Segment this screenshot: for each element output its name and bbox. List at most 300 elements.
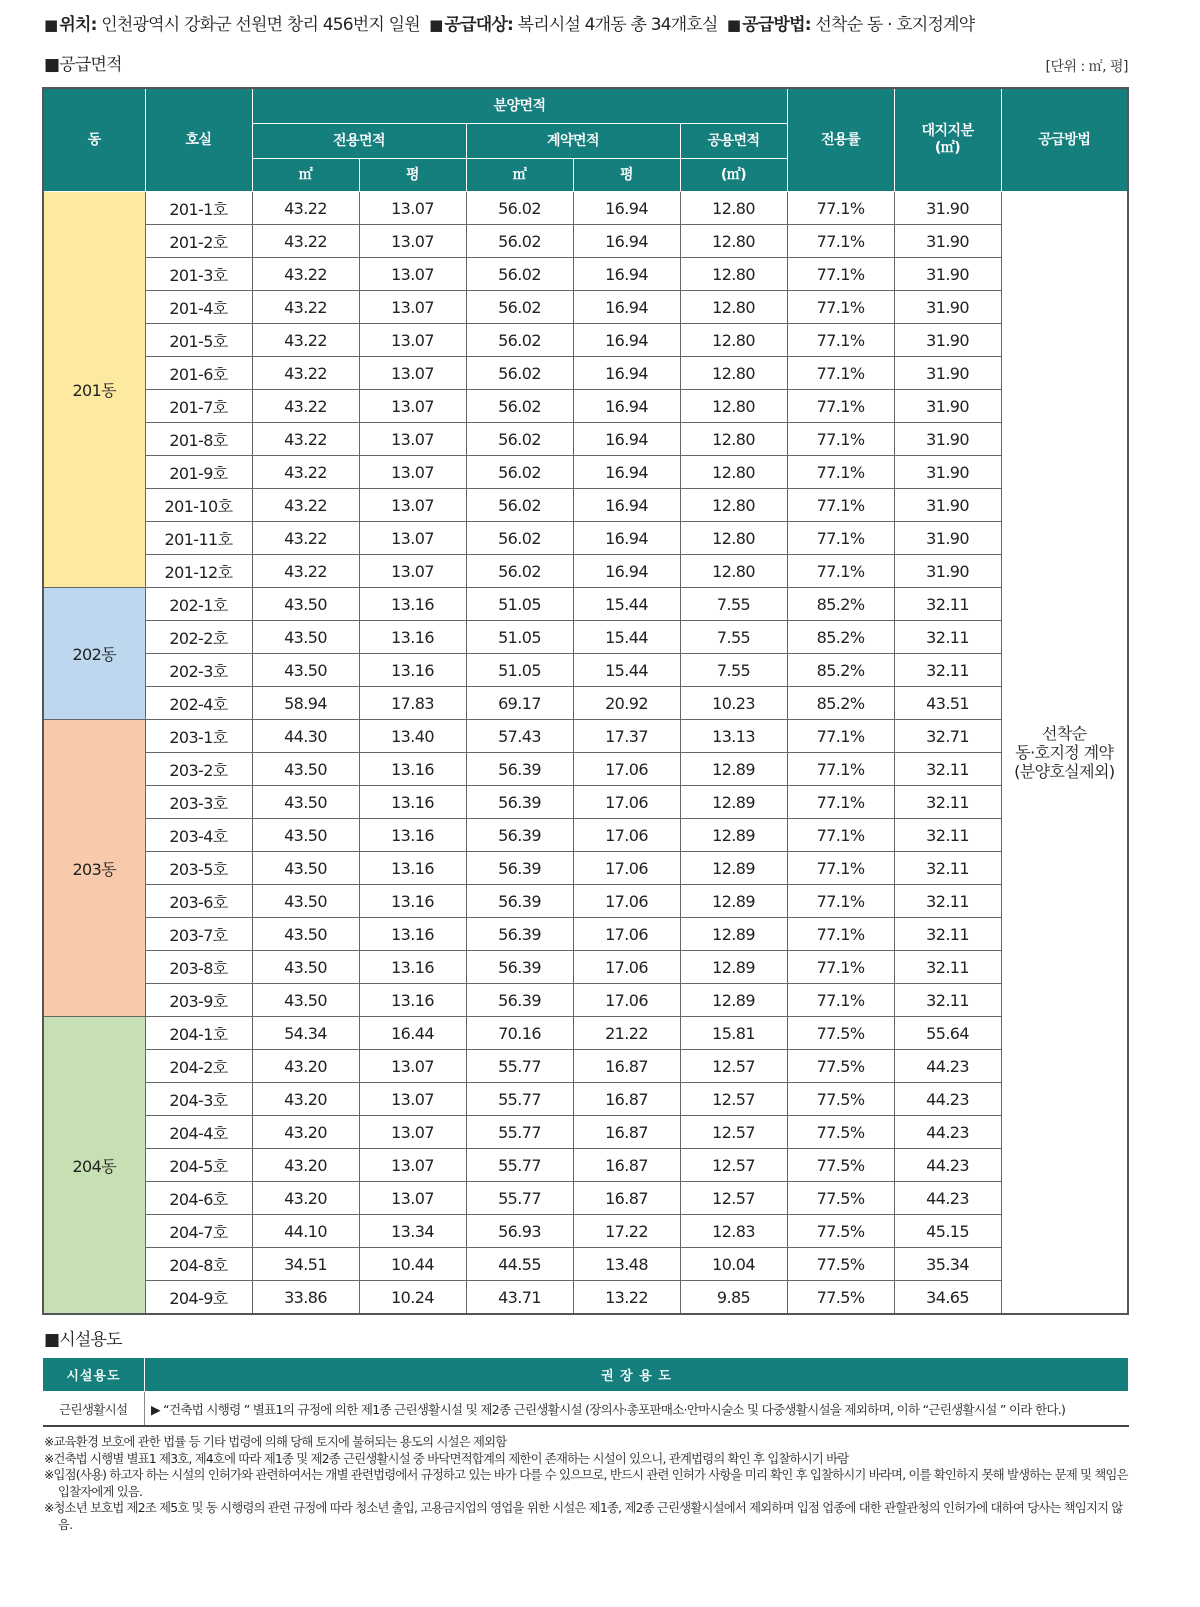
room-cell: 201-6호 bbox=[145, 357, 252, 390]
common-area-cell: 12.80 bbox=[680, 192, 787, 225]
exclusive-pyeong-cell: 13.16 bbox=[359, 918, 466, 951]
exclusive-sqm-cell: 43.20 bbox=[252, 1083, 359, 1116]
contract-sqm-cell: 55.77 bbox=[466, 1116, 573, 1149]
contract-sqm-cell: 56.02 bbox=[466, 390, 573, 423]
header-room: 호실 bbox=[145, 88, 252, 192]
contract-sqm-cell: 57.43 bbox=[466, 720, 573, 753]
land-share-cell: 31.90 bbox=[894, 291, 1001, 324]
table-row bbox=[43, 786, 1128, 819]
contract-sqm-cell: 56.02 bbox=[466, 357, 573, 390]
room-cell: 203-1호 bbox=[145, 720, 252, 753]
exclusive-pyeong-cell: 13.07 bbox=[359, 1149, 466, 1182]
common-area-cell: 12.80 bbox=[680, 456, 787, 489]
common-area-cell: 12.80 bbox=[680, 258, 787, 291]
table-row bbox=[43, 1017, 1128, 1050]
header-unit-common: (㎡) bbox=[680, 159, 787, 192]
contract-sqm-cell: 70.16 bbox=[466, 1017, 573, 1050]
room-cell: 204-8호 bbox=[145, 1248, 252, 1281]
exclusive-sqm-cell: 43.22 bbox=[252, 423, 359, 456]
contract-pyeong-cell: 15.44 bbox=[573, 654, 680, 687]
land-share-cell: 43.51 bbox=[894, 687, 1001, 720]
exclusive-sqm-cell: 43.22 bbox=[252, 357, 359, 390]
supply-area-table bbox=[42, 87, 1129, 1315]
exclusive-pyeong-cell: 13.07 bbox=[359, 225, 466, 258]
room-cell: 204-6호 bbox=[145, 1182, 252, 1215]
table-row bbox=[43, 1116, 1128, 1149]
contract-sqm-cell: 69.17 bbox=[466, 687, 573, 720]
common-area-cell: 10.04 bbox=[680, 1248, 787, 1281]
exclusive-rate-cell: 85.2% bbox=[787, 654, 894, 687]
contract-pyeong-cell: 17.06 bbox=[573, 918, 680, 951]
common-area-cell: 12.89 bbox=[680, 885, 787, 918]
contract-pyeong-cell: 16.87 bbox=[573, 1149, 680, 1182]
exclusive-pyeong-cell: 13.16 bbox=[359, 852, 466, 885]
exclusive-pyeong-cell: 13.16 bbox=[359, 984, 466, 1017]
exclusive-pyeong-cell: 13.07 bbox=[359, 555, 466, 588]
table-row bbox=[43, 621, 1128, 654]
square-bullet: ■ bbox=[726, 16, 741, 34]
exclusive-sqm-cell: 43.20 bbox=[252, 1182, 359, 1215]
common-area-cell: 12.83 bbox=[680, 1215, 787, 1248]
table-row bbox=[43, 225, 1128, 258]
land-share-cell: 32.11 bbox=[894, 852, 1001, 885]
exclusive-rate-cell: 77.1% bbox=[787, 225, 894, 258]
common-area-cell: 12.57 bbox=[680, 1182, 787, 1215]
exclusive-pyeong-cell: 13.07 bbox=[359, 489, 466, 522]
contract-pyeong-cell: 16.94 bbox=[573, 390, 680, 423]
common-area-cell: 12.89 bbox=[680, 951, 787, 984]
header-sale-area: 분양면적 bbox=[252, 88, 787, 124]
table-row bbox=[43, 1248, 1128, 1281]
exclusive-rate-cell: 77.1% bbox=[787, 819, 894, 852]
contract-sqm-cell: 56.39 bbox=[466, 753, 573, 786]
exclusive-sqm-cell: 43.22 bbox=[252, 291, 359, 324]
room-cell: 202-3호 bbox=[145, 654, 252, 687]
contract-pyeong-cell: 16.94 bbox=[573, 357, 680, 390]
header-facility-use: 시설용도 bbox=[43, 1358, 145, 1392]
contract-sqm-cell: 51.05 bbox=[466, 588, 573, 621]
land-share-cell: 31.90 bbox=[894, 423, 1001, 456]
contract-pyeong-cell: 15.44 bbox=[573, 621, 680, 654]
contract-sqm-cell: 56.02 bbox=[466, 555, 573, 588]
land-share-cell: 32.11 bbox=[894, 786, 1001, 819]
common-area-cell: 12.89 bbox=[680, 786, 787, 819]
contract-pyeong-cell: 17.06 bbox=[573, 951, 680, 984]
exclusive-sqm-cell: 43.22 bbox=[252, 324, 359, 357]
common-area-cell: 12.57 bbox=[680, 1050, 787, 1083]
room-cell: 201-12호 bbox=[145, 555, 252, 588]
header-recommended-use: 권 장 용 도 bbox=[145, 1358, 1129, 1392]
exclusive-pyeong-cell: 13.16 bbox=[359, 786, 466, 819]
contract-sqm-cell: 56.39 bbox=[466, 852, 573, 885]
exclusive-rate-cell: 77.1% bbox=[787, 291, 894, 324]
land-share-cell: 44.23 bbox=[894, 1050, 1001, 1083]
exclusive-sqm-cell: 43.22 bbox=[252, 555, 359, 588]
land-share-cell: 32.11 bbox=[894, 588, 1001, 621]
room-cell: 203-8호 bbox=[145, 951, 252, 984]
room-cell: 202-4호 bbox=[145, 687, 252, 720]
table-row bbox=[43, 555, 1128, 588]
supply-method-text: (분양호실제외) bbox=[1014, 762, 1115, 781]
table-row bbox=[43, 852, 1128, 885]
table-row bbox=[43, 984, 1128, 1017]
exclusive-pyeong-cell: 13.07 bbox=[359, 192, 466, 225]
contract-sqm-cell: 56.02 bbox=[466, 489, 573, 522]
table-row bbox=[43, 753, 1128, 786]
table-row bbox=[43, 1281, 1128, 1315]
supply-area-body bbox=[43, 192, 1128, 1315]
exclusive-rate-cell: 77.1% bbox=[787, 489, 894, 522]
table-row bbox=[43, 258, 1128, 291]
header-land-share-label: 대지지분 bbox=[921, 123, 974, 139]
exclusive-rate-cell: 77.1% bbox=[787, 918, 894, 951]
table-row bbox=[43, 1149, 1128, 1182]
exclusive-pyeong-cell: 13.07 bbox=[359, 522, 466, 555]
table-row bbox=[43, 456, 1128, 489]
exclusive-sqm-cell: 43.50 bbox=[252, 852, 359, 885]
room-cell: 203-3호 bbox=[145, 786, 252, 819]
exclusive-rate-cell: 77.1% bbox=[787, 885, 894, 918]
contract-pyeong-cell: 13.48 bbox=[573, 1248, 680, 1281]
exclusive-pyeong-cell: 10.44 bbox=[359, 1248, 466, 1281]
exclusive-sqm-cell: 34.51 bbox=[252, 1248, 359, 1281]
exclusive-rate-cell: 77.1% bbox=[787, 852, 894, 885]
table-row bbox=[43, 291, 1128, 324]
land-share-cell: 44.23 bbox=[894, 1149, 1001, 1182]
header-dong: 동 bbox=[43, 88, 145, 192]
exclusive-pyeong-cell: 13.07 bbox=[359, 390, 466, 423]
header-exclusive-rate: 전용률 bbox=[787, 88, 894, 192]
contract-pyeong-cell: 16.94 bbox=[573, 225, 680, 258]
exclusive-sqm-cell: 43.20 bbox=[252, 1050, 359, 1083]
exclusive-pyeong-cell: 13.07 bbox=[359, 324, 466, 357]
method-label: 공급방법: bbox=[742, 15, 811, 35]
exclusive-rate-cell: 77.1% bbox=[787, 192, 894, 225]
common-area-cell: 12.80 bbox=[680, 324, 787, 357]
exclusive-sqm-cell: 43.50 bbox=[252, 984, 359, 1017]
land-share-cell: 32.11 bbox=[894, 753, 1001, 786]
location-label: 위치: bbox=[59, 15, 97, 35]
room-cell: 201-4호 bbox=[145, 291, 252, 324]
contract-sqm-cell: 56.02 bbox=[466, 258, 573, 291]
land-share-cell: 31.90 bbox=[894, 522, 1001, 555]
contract-sqm-cell: 51.05 bbox=[466, 654, 573, 687]
common-area-cell: 12.57 bbox=[680, 1116, 787, 1149]
exclusive-rate-cell: 77.5% bbox=[787, 1149, 894, 1182]
contract-sqm-cell: 56.02 bbox=[466, 456, 573, 489]
exclusive-pyeong-cell: 13.07 bbox=[359, 423, 466, 456]
exclusive-pyeong-cell: 13.07 bbox=[359, 1083, 466, 1116]
room-cell: 201-8호 bbox=[145, 423, 252, 456]
room-cell: 203-4호 bbox=[145, 819, 252, 852]
target-label: 공급대상: bbox=[444, 15, 513, 35]
table-row bbox=[43, 357, 1128, 390]
exclusive-sqm-cell: 43.20 bbox=[252, 1116, 359, 1149]
common-area-cell: 12.80 bbox=[680, 522, 787, 555]
header-exclusive-area: 전용면적 bbox=[252, 124, 466, 159]
exclusive-sqm-cell: 43.50 bbox=[252, 753, 359, 786]
exclusive-sqm-cell: 44.30 bbox=[252, 720, 359, 753]
land-share-cell: 32.11 bbox=[894, 984, 1001, 1017]
common-area-cell: 12.80 bbox=[680, 489, 787, 522]
room-cell: 204-1호 bbox=[145, 1017, 252, 1050]
exclusive-rate-cell: 77.1% bbox=[787, 555, 894, 588]
room-cell: 201-9호 bbox=[145, 456, 252, 489]
contract-pyeong-cell: 13.22 bbox=[573, 1281, 680, 1315]
contract-pyeong-cell: 21.22 bbox=[573, 1017, 680, 1050]
common-area-cell: 12.80 bbox=[680, 357, 787, 390]
land-share-cell: 31.90 bbox=[894, 456, 1001, 489]
common-area-cell: 12.80 bbox=[680, 390, 787, 423]
contract-pyeong-cell: 16.94 bbox=[573, 258, 680, 291]
header-unit-sqm: ㎡ bbox=[466, 159, 573, 192]
exclusive-pyeong-cell: 13.07 bbox=[359, 1050, 466, 1083]
contract-sqm-cell: 44.55 bbox=[466, 1248, 573, 1281]
table-row bbox=[43, 918, 1128, 951]
exclusive-sqm-cell: 43.50 bbox=[252, 951, 359, 984]
exclusive-rate-cell: 77.1% bbox=[787, 324, 894, 357]
facility-use-label: 근린생활시설 bbox=[43, 1392, 145, 1427]
contract-sqm-cell: 56.93 bbox=[466, 1215, 573, 1248]
room-cell: 204-3호 bbox=[145, 1083, 252, 1116]
common-area-cell: 12.89 bbox=[680, 984, 787, 1017]
note-item: ※청소년 보호법 제2조 제5호 및 동 시행령의 관련 규정에 따라 청소년 출입, 고용금지업의 영업을 위한 시설은 제1종, 제2종 근린생활시설에서 제외하며 입점 업종에 대한 관할관청의 인허가에 대하여 당사는 책임지지 않음. bbox=[44, 1501, 1123, 1532]
room-cell: 201-2호 bbox=[145, 225, 252, 258]
facility-use-table bbox=[42, 1357, 1129, 1427]
exclusive-pyeong-cell: 13.16 bbox=[359, 588, 466, 621]
contract-pyeong-cell: 17.06 bbox=[573, 852, 680, 885]
contract-pyeong-cell: 17.06 bbox=[573, 984, 680, 1017]
land-share-cell: 31.90 bbox=[894, 258, 1001, 291]
exclusive-sqm-cell: 44.10 bbox=[252, 1215, 359, 1248]
exclusive-sqm-cell: 43.50 bbox=[252, 786, 359, 819]
note-item: ※건축법 시행별 별표1 제3호, 제4호에 따라 제1종 및 제2종 근린생활시설 중 바닥면적합계의 제한이 존재하는 시설이 있으니, 관계법령의 확인 후 입찰하시기 바람 bbox=[44, 1451, 849, 1466]
room-cell: 201-11호 bbox=[145, 522, 252, 555]
exclusive-sqm-cell: 43.50 bbox=[252, 621, 359, 654]
contract-sqm-cell: 56.39 bbox=[466, 918, 573, 951]
common-area-cell: 12.80 bbox=[680, 225, 787, 258]
room-cell: 201-7호 bbox=[145, 390, 252, 423]
exclusive-pyeong-cell: 13.34 bbox=[359, 1215, 466, 1248]
room-cell: 203-2호 bbox=[145, 753, 252, 786]
contract-pyeong-cell: 16.94 bbox=[573, 522, 680, 555]
contract-pyeong-cell: 17.06 bbox=[573, 753, 680, 786]
exclusive-rate-cell: 77.1% bbox=[787, 423, 894, 456]
exclusive-rate-cell: 77.1% bbox=[787, 951, 894, 984]
header-contract-area: 계약면적 bbox=[466, 124, 680, 159]
common-area-cell: 12.57 bbox=[680, 1083, 787, 1116]
common-area-cell: 10.23 bbox=[680, 687, 787, 720]
dong-cell: 202동 bbox=[43, 588, 145, 720]
exclusive-sqm-cell: 43.50 bbox=[252, 654, 359, 687]
common-area-cell: 7.55 bbox=[680, 654, 787, 687]
land-share-cell: 31.90 bbox=[894, 192, 1001, 225]
table-row bbox=[43, 390, 1128, 423]
land-share-cell: 31.90 bbox=[894, 357, 1001, 390]
contract-pyeong-cell: 16.87 bbox=[573, 1182, 680, 1215]
contract-pyeong-cell: 16.87 bbox=[573, 1050, 680, 1083]
room-cell: 202-1호 bbox=[145, 588, 252, 621]
exclusive-pyeong-cell: 13.16 bbox=[359, 753, 466, 786]
room-cell: 204-9호 bbox=[145, 1281, 252, 1315]
contract-pyeong-cell: 17.22 bbox=[573, 1215, 680, 1248]
table-row bbox=[43, 1182, 1128, 1215]
contract-sqm-cell: 55.77 bbox=[466, 1182, 573, 1215]
land-share-cell: 31.90 bbox=[894, 225, 1001, 258]
common-area-cell: 9.85 bbox=[680, 1281, 787, 1315]
room-cell: 203-5호 bbox=[145, 852, 252, 885]
dong-cell: 204동 bbox=[43, 1017, 145, 1315]
exclusive-rate-cell: 77.1% bbox=[787, 390, 894, 423]
facility-use-description: ▶ “건축법 시행령 ” 별표1의 규정에 의한 제1종 근린생활시설 및 제2종 근린생활시설 (장의사·총포판매소·안마시술소 및 다중생활시설을 제외하며, 이하 “근린생활시설 ” 이라 한다.) bbox=[145, 1392, 1129, 1427]
exclusive-sqm-cell: 43.22 bbox=[252, 258, 359, 291]
land-share-cell: 32.11 bbox=[894, 819, 1001, 852]
exclusive-pyeong-cell: 13.16 bbox=[359, 951, 466, 984]
room-cell: 204-7호 bbox=[145, 1215, 252, 1248]
common-area-cell: 12.89 bbox=[680, 852, 787, 885]
room-cell: 201-10호 bbox=[145, 489, 252, 522]
common-area-cell: 13.13 bbox=[680, 720, 787, 753]
exclusive-pyeong-cell: 13.07 bbox=[359, 291, 466, 324]
contract-pyeong-cell: 16.87 bbox=[573, 1083, 680, 1116]
exclusive-sqm-cell: 43.22 bbox=[252, 456, 359, 489]
unit-note: [단위 : ㎡, 평] bbox=[1045, 59, 1128, 75]
table-row bbox=[43, 423, 1128, 456]
exclusive-sqm-cell: 43.50 bbox=[252, 819, 359, 852]
exclusive-pyeong-cell: 13.16 bbox=[359, 621, 466, 654]
exclusive-sqm-cell: 43.20 bbox=[252, 1149, 359, 1182]
land-share-cell: 34.65 bbox=[894, 1281, 1001, 1315]
land-share-cell: 32.11 bbox=[894, 951, 1001, 984]
common-area-cell: 12.80 bbox=[680, 423, 787, 456]
exclusive-sqm-cell: 54.34 bbox=[252, 1017, 359, 1050]
land-share-cell: 32.71 bbox=[894, 720, 1001, 753]
header-unit-sqm: ㎡ bbox=[252, 159, 359, 192]
table-row bbox=[43, 1215, 1128, 1248]
supply-method-text: 선착순 bbox=[1042, 724, 1087, 743]
exclusive-rate-cell: 77.5% bbox=[787, 1215, 894, 1248]
contract-sqm-cell: 56.02 bbox=[466, 522, 573, 555]
contract-pyeong-cell: 16.94 bbox=[573, 456, 680, 489]
header-supply-method: 공급방법 bbox=[1001, 88, 1128, 192]
land-share-cell: 32.11 bbox=[894, 918, 1001, 951]
table-row bbox=[43, 720, 1128, 753]
exclusive-pyeong-cell: 17.83 bbox=[359, 687, 466, 720]
land-share-cell: 31.90 bbox=[894, 390, 1001, 423]
exclusive-rate-cell: 77.5% bbox=[787, 1050, 894, 1083]
contract-pyeong-cell: 16.87 bbox=[573, 1116, 680, 1149]
exclusive-sqm-cell: 43.22 bbox=[252, 489, 359, 522]
exclusive-rate-cell: 77.1% bbox=[787, 786, 894, 819]
method-value: 선착순 동 · 호지정계약 bbox=[815, 15, 975, 35]
contract-sqm-cell: 56.39 bbox=[466, 786, 573, 819]
exclusive-rate-cell: 77.1% bbox=[787, 357, 894, 390]
exclusive-rate-cell: 85.2% bbox=[787, 687, 894, 720]
table-row bbox=[43, 885, 1128, 918]
exclusive-rate-cell: 77.5% bbox=[787, 1083, 894, 1116]
contract-pyeong-cell: 17.06 bbox=[573, 819, 680, 852]
table-row bbox=[43, 687, 1128, 720]
header-info-line bbox=[44, 10, 974, 35]
supply-method-cell bbox=[1001, 192, 1128, 1315]
exclusive-sqm-cell: 43.22 bbox=[252, 192, 359, 225]
dong-cell: 203동 bbox=[43, 720, 145, 1017]
exclusive-pyeong-cell: 13.16 bbox=[359, 819, 466, 852]
room-cell: 203-7호 bbox=[145, 918, 252, 951]
facility-use-title: ■시설용도 bbox=[44, 1330, 122, 1350]
exclusive-pyeong-cell: 13.40 bbox=[359, 720, 466, 753]
target-value: 복리시설 4개동 총 34개호실 bbox=[517, 15, 718, 35]
land-share-cell: 32.11 bbox=[894, 885, 1001, 918]
land-share-cell: 55.64 bbox=[894, 1017, 1001, 1050]
contract-pyeong-cell: 17.06 bbox=[573, 885, 680, 918]
exclusive-rate-cell: 77.1% bbox=[787, 753, 894, 786]
common-area-cell: 12.80 bbox=[680, 291, 787, 324]
exclusive-rate-cell: 77.5% bbox=[787, 1182, 894, 1215]
exclusive-rate-cell: 77.1% bbox=[787, 258, 894, 291]
note-item: ※입점(사용) 하고자 하는 시설의 인허가와 관련하여서는 개별 관련법령에서 규정하고 있는 바가 다를 수 있으므로, 반드시 관련 인허가 사항을 미리 확인 후 입찰하시기 바라며, 이를 확인하지 못해 발생하는 문제 및 책임은 입찰자에게 있음. bbox=[44, 1468, 1128, 1499]
land-share-cell: 35.34 bbox=[894, 1248, 1001, 1281]
table-row bbox=[43, 951, 1128, 984]
common-area-cell: 12.89 bbox=[680, 918, 787, 951]
exclusive-pyeong-cell: 10.24 bbox=[359, 1281, 466, 1315]
land-share-cell: 31.90 bbox=[894, 555, 1001, 588]
exclusive-rate-cell: 77.5% bbox=[787, 1116, 894, 1149]
contract-sqm-cell: 56.02 bbox=[466, 324, 573, 357]
table-row bbox=[43, 588, 1128, 621]
exclusive-rate-cell: 85.2% bbox=[787, 588, 894, 621]
exclusive-sqm-cell: 43.22 bbox=[252, 225, 359, 258]
exclusive-rate-cell: 77.1% bbox=[787, 522, 894, 555]
exclusive-pyeong-cell: 13.16 bbox=[359, 885, 466, 918]
table-row bbox=[43, 1083, 1128, 1116]
note-item: ※교육환경 보호에 관한 법률 등 기타 법령에 의해 당해 토지에 불허되는 용도의 시설은 제외함 bbox=[44, 1435, 507, 1449]
location-value: 인천광역시 강화군 선원면 창리 456번지 일원 bbox=[101, 15, 420, 35]
square-bullet: ■ bbox=[429, 16, 443, 34]
common-area-cell: 12.80 bbox=[680, 555, 787, 588]
table-row bbox=[43, 192, 1128, 225]
common-area-cell: 7.55 bbox=[680, 588, 787, 621]
supply-area-title: ■공급면적 bbox=[44, 55, 122, 75]
table-row bbox=[43, 1050, 1128, 1083]
contract-sqm-cell: 55.77 bbox=[466, 1050, 573, 1083]
contract-sqm-cell: 56.39 bbox=[466, 819, 573, 852]
exclusive-rate-cell: 77.5% bbox=[787, 1281, 894, 1315]
contract-sqm-cell: 56.39 bbox=[466, 984, 573, 1017]
land-share-cell: 32.11 bbox=[894, 621, 1001, 654]
header-common-area: 공용면적 bbox=[680, 124, 787, 159]
land-share-cell: 45.15 bbox=[894, 1215, 1001, 1248]
contract-pyeong-cell: 20.92 bbox=[573, 687, 680, 720]
room-cell: 202-2호 bbox=[145, 621, 252, 654]
table-row bbox=[43, 324, 1128, 357]
land-share-cell: 31.90 bbox=[894, 489, 1001, 522]
exclusive-pyeong-cell: 13.07 bbox=[359, 456, 466, 489]
exclusive-rate-cell: 77.5% bbox=[787, 1017, 894, 1050]
exclusive-sqm-cell: 43.50 bbox=[252, 885, 359, 918]
table-row bbox=[43, 489, 1128, 522]
contract-pyeong-cell: 16.94 bbox=[573, 423, 680, 456]
contract-pyeong-cell: 16.94 bbox=[573, 192, 680, 225]
exclusive-rate-cell: 77.5% bbox=[787, 1248, 894, 1281]
exclusive-rate-cell: 77.1% bbox=[787, 984, 894, 1017]
exclusive-rate-cell: 85.2% bbox=[787, 621, 894, 654]
exclusive-rate-cell: 77.1% bbox=[787, 720, 894, 753]
common-area-cell: 12.57 bbox=[680, 1149, 787, 1182]
exclusive-pyeong-cell: 13.07 bbox=[359, 357, 466, 390]
land-share-cell: 44.23 bbox=[894, 1083, 1001, 1116]
room-cell: 203-9호 bbox=[145, 984, 252, 1017]
